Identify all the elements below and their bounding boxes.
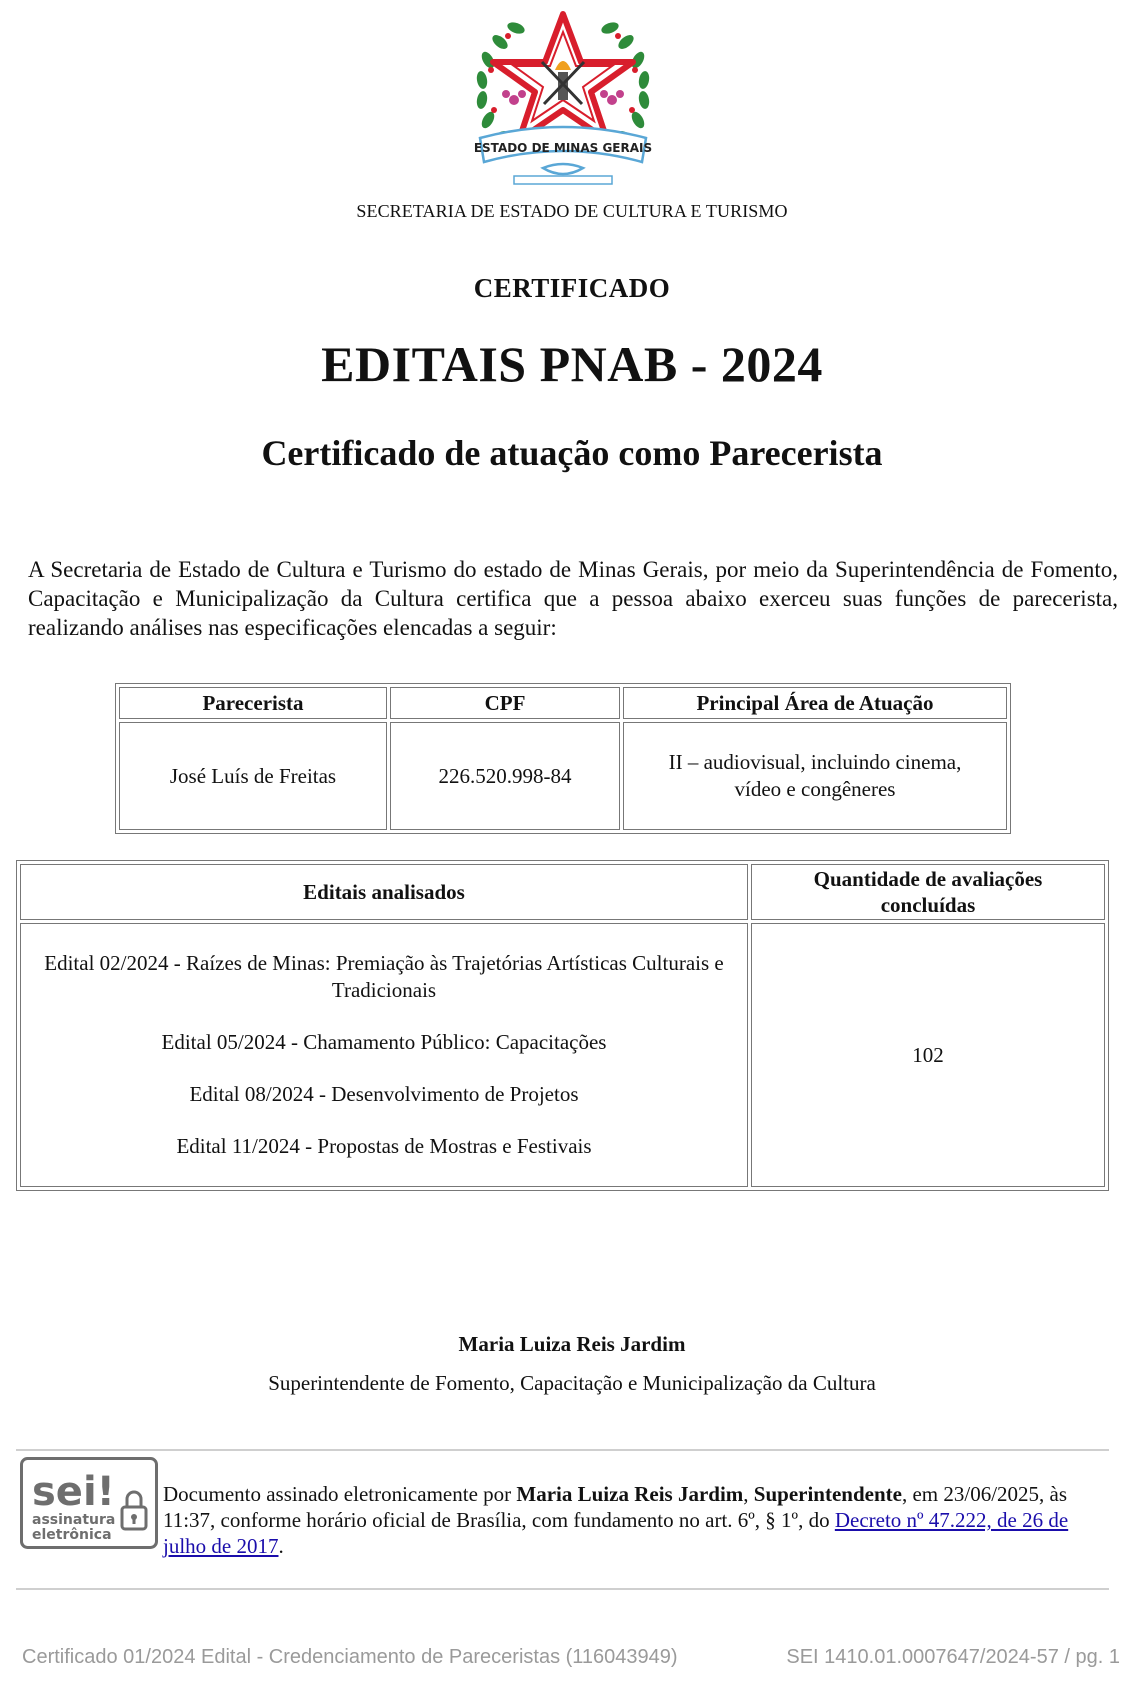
signature-text-end: . — [278, 1534, 284, 1558]
reviewer-table — [115, 683, 1011, 834]
reviewer-table-row — [119, 722, 1007, 830]
edital-item — [27, 950, 741, 1004]
signer-role: Superintendente de Fomento, Capacitação e Municipalização da Cultura — [268, 1371, 876, 1395]
reviewer-area-line2: vídeo e congêneres — [734, 777, 896, 801]
edital-item-line: Edital 08/2024 - Desenvolvimento de Projetos — [189, 1082, 579, 1106]
header-cpf: CPF — [390, 687, 620, 719]
reviewer-name: José Luís de Freitas — [119, 722, 387, 830]
seal-ribbon-text: ESTADO DE MINAS GERAIS — [473, 141, 653, 155]
signature-signer: Maria Luiza Reis Jardim — [516, 1482, 744, 1506]
minas-gerais-coat-of-arms — [458, 0, 668, 200]
edital-item — [27, 1029, 741, 1056]
decreto-link[interactable]: Decreto nº 47.222, de 26 de julho de 2017 — [163, 1508, 1069, 1558]
page-footer — [22, 1646, 1120, 1672]
footer-document-reference: Certificado 01/2024 Edital - Credenciamento de Pareceristas (116043949) — [22, 1646, 678, 1668]
electronic-signature-text — [163, 1481, 1113, 1559]
reviewer-area-line1: II – audiovisual, incluindo cinema, — [668, 750, 962, 774]
reviewer-cpf: 226.520.998-84 — [390, 722, 620, 830]
header-quantity — [751, 864, 1105, 920]
svg-text:sei!: sei! — [32, 1469, 115, 1515]
header-quantity-line2: concluídas — [880, 893, 976, 917]
evaluation-quantity: 102 — [751, 923, 1105, 1187]
editais-table-row — [20, 923, 1105, 1187]
edital-item — [27, 1081, 741, 1108]
footer-sei-process-number: SEI 1410.01.0007647/2024-57 / pg. 1 — [786, 1646, 1120, 1668]
secretaria-heading: SECRETARIA DE ESTADO DE CULTURA E TURISMO — [356, 201, 788, 221]
divider — [16, 1449, 1109, 1451]
sei-logo-icon — [20, 1457, 158, 1549]
intro-paragraph: A Secretaria de Estado de Cultura e Turismo do estado de Minas Gerais, por meio da Superintendência de Fomento, Capacitação e Municipalização da Cultura certifica que a pessoa abaixo exerceu suas funções de parecerista, realizando análises nas especificações elencadas a seguir: — [28, 557, 1118, 640]
header-area: Principal Área de Atuação — [623, 687, 1007, 719]
edital-title: EDITAIS PNAB - 2024 — [321, 336, 823, 392]
reviewer-area — [623, 722, 1007, 830]
reviewer-table-header — [119, 687, 1007, 719]
editais-table — [16, 860, 1109, 1191]
signer-name: Maria Luiza Reis Jardim — [458, 1332, 686, 1356]
editais-table-header — [20, 864, 1105, 920]
edital-item-line: Tradicionais — [331, 978, 437, 1002]
certificate-label: CERTIFICADO — [473, 273, 671, 303]
edital-item — [27, 1133, 741, 1160]
svg-text:assinatura: assinatura — [32, 1512, 116, 1528]
signature-signer-role: Superintendente — [753, 1482, 902, 1506]
header-editais: Editais analisados — [20, 864, 748, 920]
edital-item-line: Edital 05/2024 - Chamamento Público: Capacitações — [161, 1030, 607, 1054]
header-reviewer: Parecerista — [119, 687, 387, 719]
sei-electronic-signature-logo — [20, 1457, 158, 1549]
signature-text-middle: , em 23/06/2025, às 11:37, conforme horário oficial de Brasília, com fundamento no art. 6º, § 1º, do — [163, 1482, 1068, 1532]
edital-item-line: Edital 11/2024 - Propostas de Mostras e Festivais — [176, 1134, 592, 1158]
divider — [16, 1588, 1109, 1590]
header-quantity-line1: Quantidade de avaliações — [813, 867, 1043, 891]
coat-of-arms-icon — [458, 0, 668, 200]
certificate-subtitle: Certificado de atuação como Parecerista — [261, 433, 883, 473]
svg-text:eletrônica: eletrônica — [32, 1527, 112, 1543]
editais-list — [20, 923, 748, 1187]
edital-item-line: Edital 02/2024 - Raízes de Minas: Premiação às Trajetórias Artísticas Culturais e — [44, 951, 724, 975]
signature-comma: , — [743, 1482, 754, 1506]
signature-text-prefix: Documento assinado eletronicamente por — [163, 1482, 517, 1506]
